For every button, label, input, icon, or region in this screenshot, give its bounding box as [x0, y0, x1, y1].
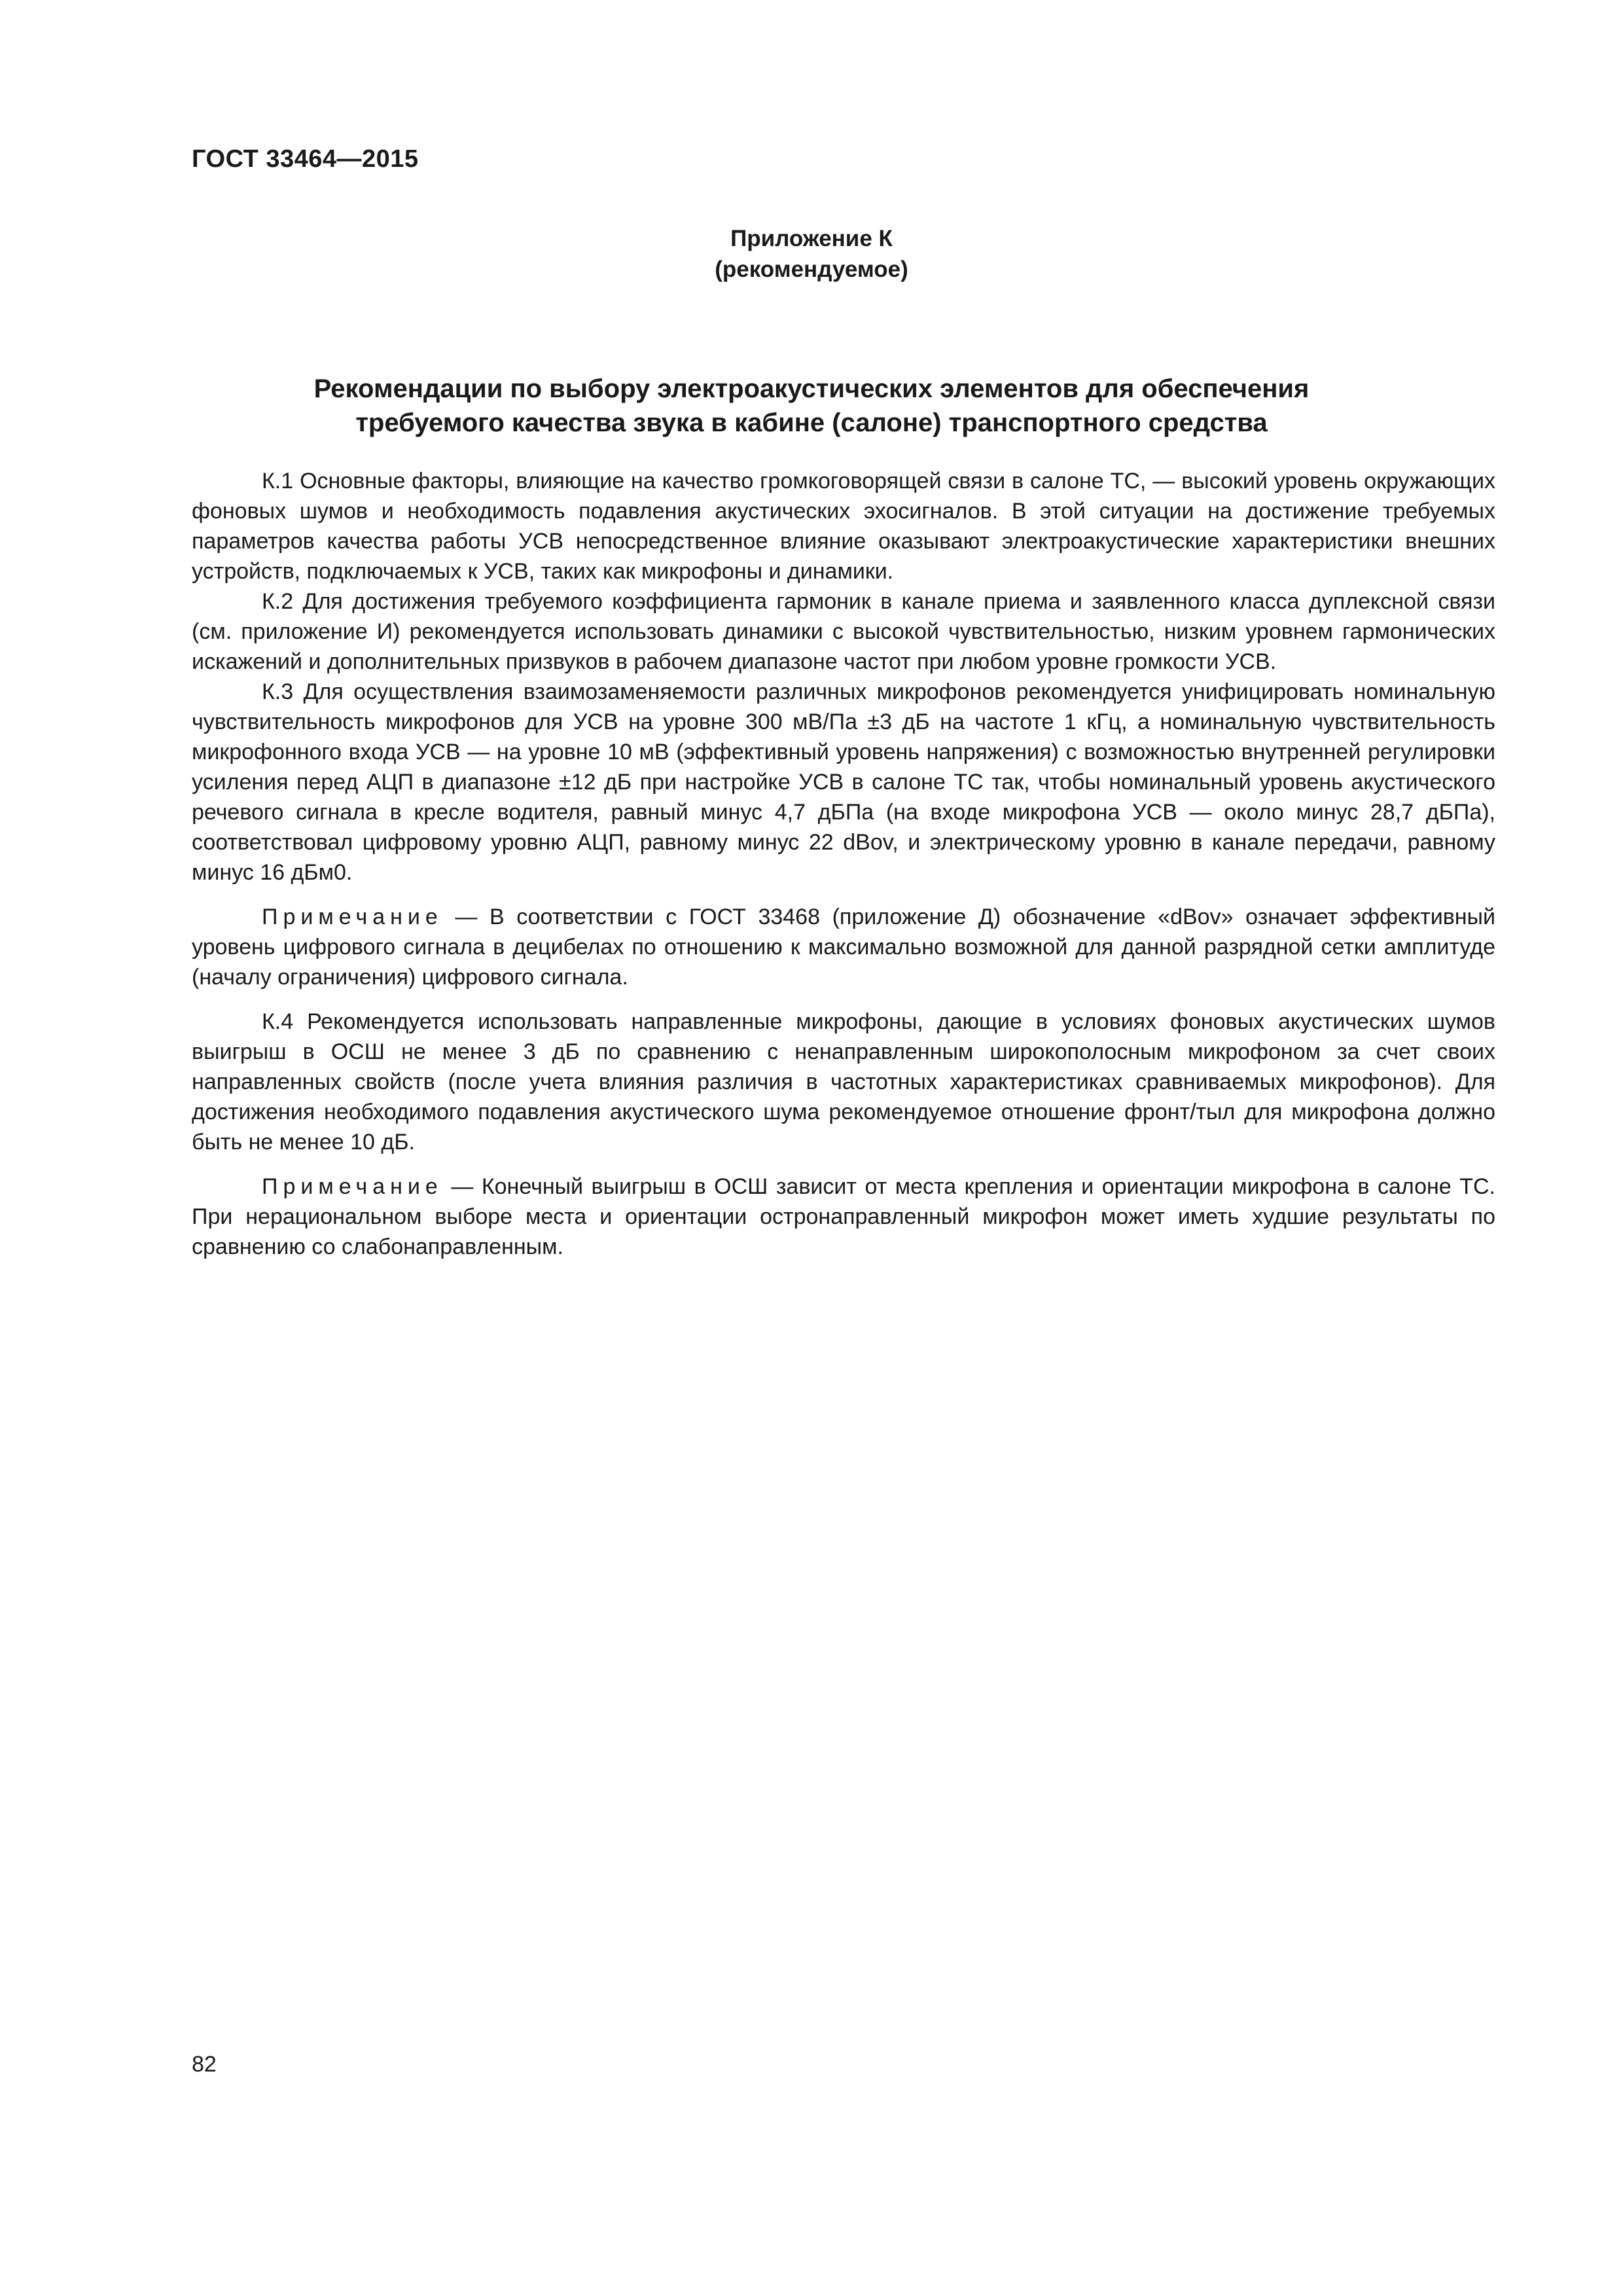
note-1	[192, 902, 1495, 992]
paragraph-k4: К.4 Рекомендуется использовать направленные микрофоны, дающие в условиях фоновых акустических шумов выигрыш в ОСШ не менее 3 дБ по сравнению с ненаправленным широкополосным микрофоном за счет своих направленных свойств (после учета влияния различия в частотных характеристиках сравниваемых микрофонов). Для достижения необходимого подавления акустического шума рекомендуемое отношение фронт/тыл для микрофона должно быть не менее 10 дБ.	[192, 1009, 1495, 1155]
paragraph-k1: К.1 Основные факторы, влияющие на качество громкоговорящей связи в салоне ТС, — высокий уровень окружающих фоновых шумов и необходимость подавления акустических эхосигналов. В этой ситуации на достижение требуемых параметров качества работы УСВ непосредственное влияние оказывают электроакустические характеристики внешних устройств, подключаемых к УСВ, таких как микрофоны и динамики.	[192, 469, 1495, 584]
appendix-title: Приложение К	[730, 226, 893, 251]
note-1-label: Примечание	[262, 905, 443, 929]
document-body	[192, 466, 1495, 1262]
section-title-line-2: требуемого качества звука в кабине (салоне) транспортного средства	[355, 408, 1268, 437]
note-2	[192, 1172, 1495, 1262]
note-2-text: — Конечный выигрыш в ОСШ зависит от места крепления и ориентации микрофона в салоне ТС. При нерациональном выборе места и ориентации остронаправленный микрофон может иметь худшие результаты по сравнению со слабонаправленным.	[192, 1174, 1495, 1259]
page-number: 82	[192, 2052, 217, 2077]
note-2-label: Примечание	[262, 1174, 443, 1199]
paragraph-k2: К.2 Для достижения требуемого коэффициента гармоник в канале приема и заявленного класса дуплексной связи (см. приложение И) рекомендуется использовать динамики с высокой чувствительностью, низким уровнем гармонических искажений и дополнительных призвуков в рабочем диапазоне частот при любом уровне громкости УСВ.	[192, 589, 1495, 674]
section-title	[0, 372, 1623, 440]
document-header: ГОСТ 33464—2015	[192, 145, 419, 173]
note-1-text: — В соответствии с ГОСТ 33468 (приложение Д) обозначение «dBov» означает эффективный уровень цифрового сигнала в децибелах по отношению к максимально возможной для данной разрядной сетки амплитуде (началу ограничения) цифрового сигнала.	[192, 905, 1495, 990]
section-title-line-1: Рекомендации по выбору электроакустических элементов для обеспечения	[313, 374, 1310, 403]
appendix-status: (рекомендуемое)	[715, 257, 908, 282]
paragraph-k3: К.3 Для осуществления взаимозаменяемости различных микрофонов рекомендуется унифицировать номинальную чувствительность микрофонов для УСВ на уровне 300 мВ/Па ±3 дБ на частоте 1 кГц, а номинальную чувствительность микрофонного входа УСВ — на уровне 10 мВ (эффективный уровень напряжения) с возможностью внутренней регулировки усиления перед АЦП в диапазоне ±12 дБ при настройке УСВ в салоне ТС так, чтобы номинальный уровень акустического речевого сигнала в кресле водителя, равный минус 4,7 дБПа (на входе микрофона УСВ — около минус 28,7 дБПа), соответствовал цифровому уровню АЦП, равному минус 22 dBov, и электрическому уровню в канале передачи, равному минус 16 дБм0.	[192, 679, 1495, 885]
